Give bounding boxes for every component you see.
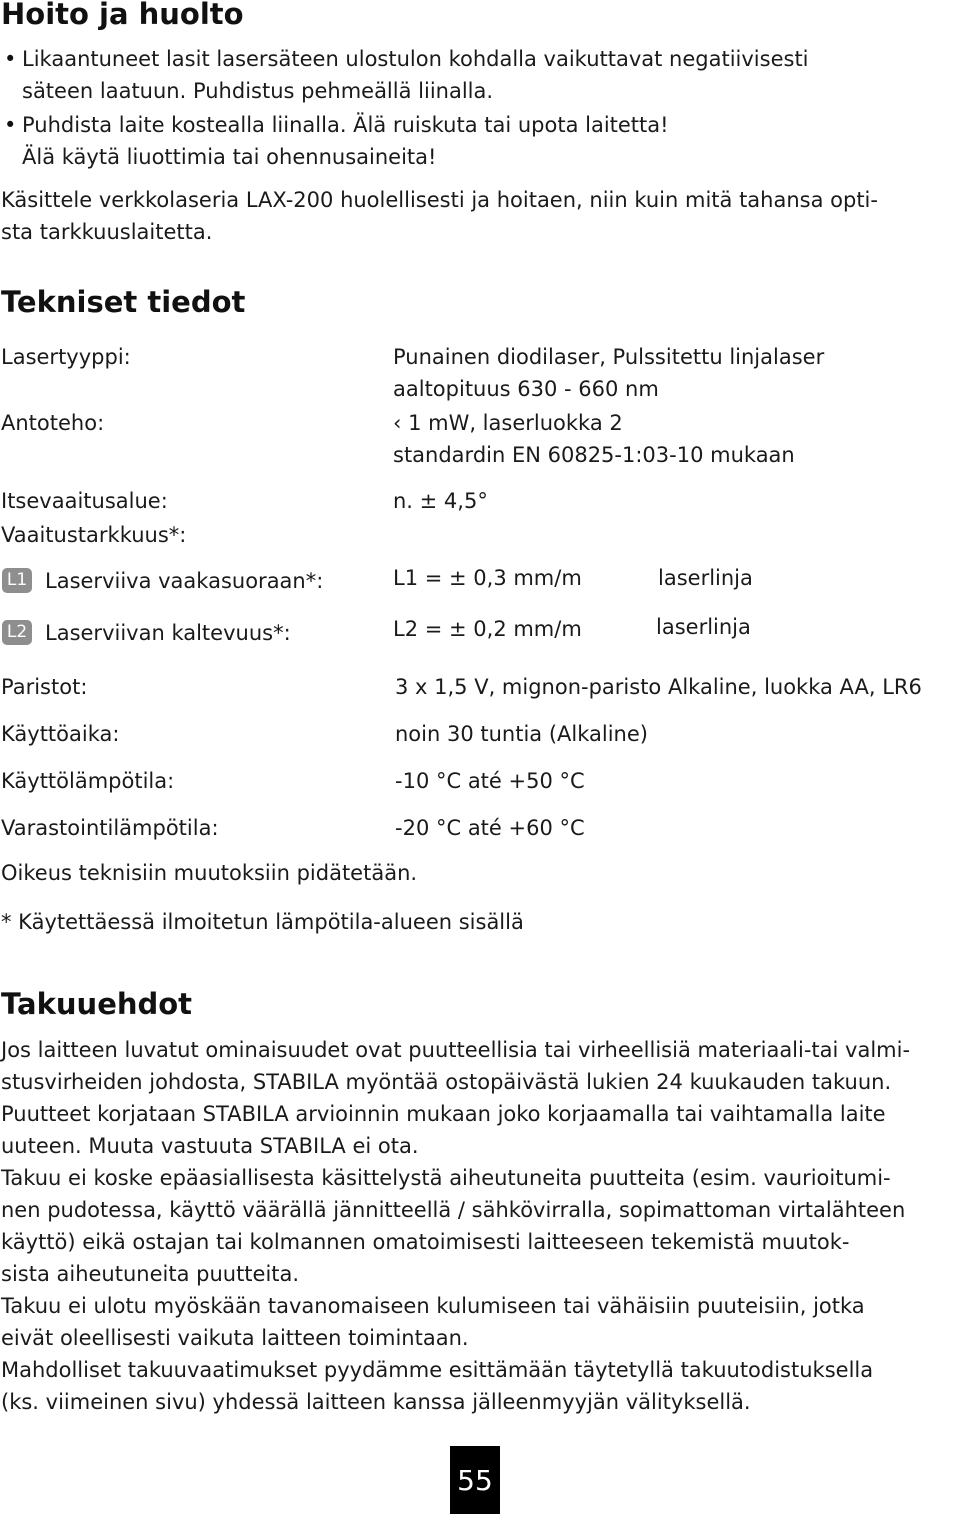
bullet-marker: • [4, 47, 17, 71]
warranty-paragraph-4: Mahdolliset takuuvaatimukset pyydämme esittämään täytetyllä takuutodistuksella (ks. viimeinen sivu) yhdessä laitteen kanssa jälleenmyyjän välityksellä. [1, 1358, 874, 1414]
spec-value-l2: L2 = ± 0,2 mm/m [393, 617, 582, 641]
spec-value-op-temp: -10 °C até +50 °C [395, 769, 585, 793]
spec-value-self-leveling: n. ± 4,5° [393, 489, 488, 513]
spec-value-l1: L1 = ± 0,3 mm/m [393, 566, 582, 590]
spec-value-laser-type: Punainen diodilaser, Pulssitettu linjalaser aaltopituus 630 - 660 nm [393, 345, 825, 401]
spec-value-batteries: 3 x 1,5 V, mignon-paristo Alkaline, luokka AA, LR6 [395, 675, 922, 699]
spec-value-runtime: noin 30 tuntia (Alkaline) [395, 722, 648, 746]
specs-heading: Tekniset tiedot [1, 285, 246, 319]
spec-label-l2: Laserviivan kaltevuus*: [45, 621, 291, 645]
spec-label-batteries: Paristot: [1, 675, 88, 699]
warranty-paragraph-1: Jos laitteen luvatut ominaisuudet ovat puutteellisia tai virheellisiä materiaali-tai valmi- stusvirheiden johdosta, STABILA myöntää ostopäivästä lukien 24 kuukauden takuun. Puutteet korjataan STABILA arvioinnin mukaan joko korjaamalla tai vaihtamalla laite uuteen. Muuta vastuuta STABILA ei ota. [1, 1038, 911, 1158]
spec-label-output: Antoteho: [1, 411, 105, 435]
care-bullet-2: Puhdista laite kostealla liinalla. Älä ruiskuta tai upota laitetta! Älä käytä liuottimia tai ohennusaineita! [22, 113, 669, 169]
footnote: * Käytettäessä ilmoitetun lämpötila-alueen sisällä [1, 910, 524, 934]
l2-badge: L2 [2, 620, 32, 645]
care-heading: Hoito ja huolto [1, 0, 244, 31]
care-bullet-1: Likaantuneet lasit lasersäteen ulostulon kohdalla vaikuttavat negatiivisesti säteen laatuun. Puhdistus pehmeällä liinalla. [22, 47, 809, 103]
spec-value-output: ‹ 1 mW, laserluokka 2 standardin EN 60825-1:03-10 mukaan [393, 411, 795, 467]
spec-label-storage-temp: Varastointilämpötila: [1, 816, 219, 840]
spec-value-storage-temp: -20 °C até +60 °C [395, 816, 585, 840]
reserve-note: Oikeus teknisiin muutoksiin pidätetään. [1, 861, 418, 885]
bullet-marker: • [4, 113, 17, 137]
warranty-paragraph-2: Takuu ei koske epäasiallisesta käsittelystä aiheutuneita puutteita (esim. vaurioitumi- nen pudotessa, käyttö väärällä jännitteellä / sähkövirralla, sopimattoman virtalähteen käyttö) eikä ostajan tai kolmannen omatoimisesti laitteeseen tekemistä muutok- sista aiheutuneita puutteita. [1, 1166, 906, 1286]
spec-unit-l1: laserlinja [658, 566, 753, 590]
spec-label-l1: Laserviiva vaakasuoraan*: [45, 569, 324, 593]
spec-label-runtime: Käyttöaika: [1, 722, 120, 746]
l1-badge: L1 [2, 568, 32, 593]
page-number: 55 [450, 1446, 500, 1514]
warranty-heading: Takuuehdot [1, 987, 193, 1021]
care-paragraph: Käsittele verkkolaseria LAX-200 huolellisesti ja hoitaen, niin kuin mitä tahansa opti- sta tarkkuuslaitetta. [1, 188, 878, 244]
spec-label-self-leveling: Itsevaaitusalue: [1, 489, 168, 513]
spec-label-accuracy: Vaaitustarkkuus*: [1, 523, 187, 547]
spec-label-op-temp: Käyttölämpötila: [1, 769, 175, 793]
spec-unit-l2: laserlinja [656, 615, 751, 639]
warranty-paragraph-3: Takuu ei ulotu myöskään tavanomaiseen kulumiseen tai vähäisiin puuteisiin, jotka eivät oleellisesti vaikuta laitteen toimintaan. [1, 1294, 865, 1350]
spec-label-laser-type: Lasertyyppi: [1, 345, 131, 369]
